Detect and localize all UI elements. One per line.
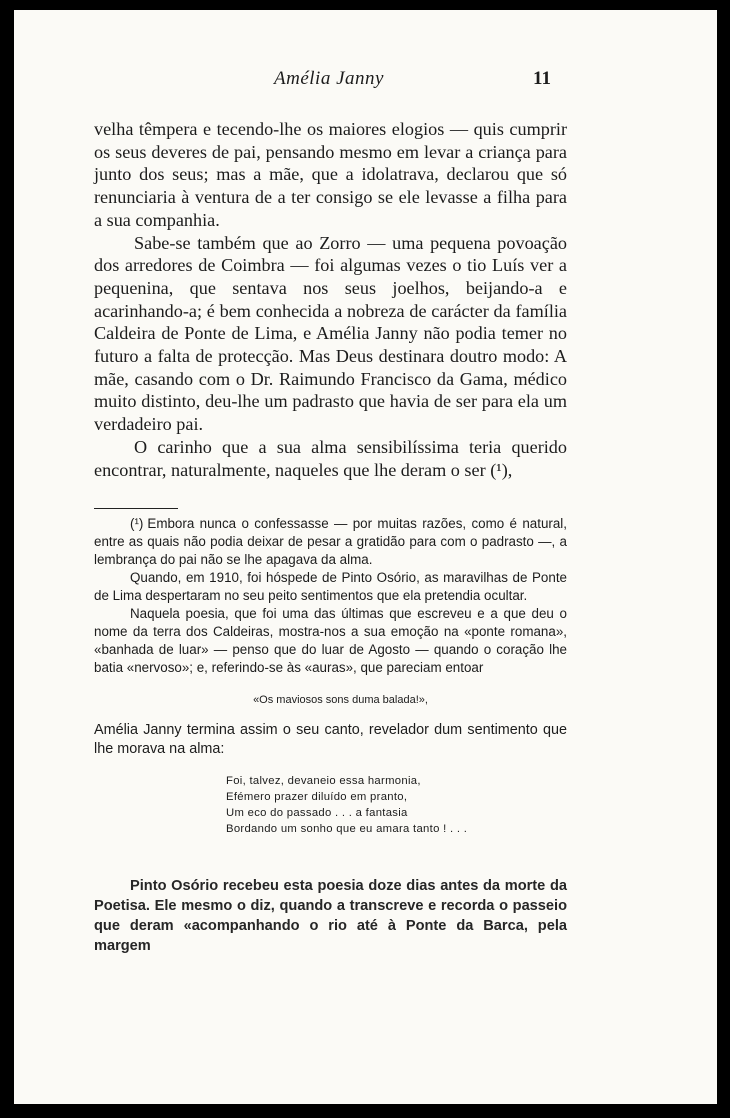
footnote-paragraph: Naquela poesia, que foi uma das últimas que escreveu e a que deu o nome da terra dos Caldeiras, mostra-nos a sua emoção na «ponte romana», «banhada de luar» — penso que do luar de Agosto — quando o coração lhe batia «nervoso»; e, referindo-se às «auras», que pareciam entoar [94,606,567,675]
footnotes [94,515,567,837]
verse-line: Bordando um sonho que eu amara tanto ! . . . [226,823,468,835]
main-text [94,118,567,481]
paragraph: O carinho que a sua alma sensibilíssima teria querido encontrar, naturalmente, naqueles que lhe deram o ser (¹), [94,436,567,480]
verse-line: Um eco do passado . . . a fantasia [226,807,408,819]
verse-line: Efémero prazer diluído em pranto, [226,791,408,803]
footnote-marker: (¹) [130,516,144,531]
book-page [14,10,717,1104]
footnote-1-text: Embora nunca o confessasse — por muitas razões, como é natural, entre as quais não podia deixar de pesar a gratidão para com o padrasto —, a lembrança do pai não se lhe apagava da alma. [94,516,567,567]
footnote-1 [94,515,567,569]
closing-paragraph: Pinto Osório recebeu esta poesia doze dias antes da morte da Poetisa. Ele mesmo o diz, quando a transcreve e recorda o passeio que deram «acompanhando o rio até à Ponte da Barca, pela margem [94,878,567,954]
footnote-paragraph: Quando, em 1910, foi hóspede de Pinto Osório, as maravilhas de Ponte de Lima despertaram no seu peito sentimentos que ela pretendia ocultar. [94,570,567,603]
page-number: 11 [533,68,551,89]
verse-line: Foi, talvez, devaneio essa harmonia, [226,775,421,787]
quoted-line: «Os maviosos sons duma balada!», [253,694,428,706]
paragraph: Sabe-se também que ao Zorro — uma pequena povoação dos arredores de Coimbra — foi algumas vezes o tio Luís ver a pequenina, que sentava nos seus joelhos, beijando-a e acarinhando-a; é bem conhecida a nobreza de carácter da família Caldeira de Ponte de Lima, e Amélia Janny não podia temer no futuro a falta de protecção. Mas Deus destinara doutro modo: A mãe, casando com o Dr. Raimundo Francisco da Gama, médico muito distinto, deu-lhe um padrasto que havia de ser para ela um verdadeiro pai. [94,232,567,435]
footnote-divider [94,508,178,509]
verse-stanza [226,773,567,837]
running-title: Amélia Janny [274,68,384,89]
running-header [14,68,717,96]
closing-paragraph-block [94,876,567,956]
paragraph-continued: velha têmpera e tecendo-lhe os maiores elogios — quis cumprir os seus deveres de pai, pensando mesmo em levar a criança para junto dos seus; mas a mãe, que a idolatrava, declarou que só renunciaria à ventura de a ter consigo se ele levasse a filha para a sua companhia. [94,119,567,230]
footnote-paragraph: Amélia Janny termina assim o seu canto, revelador dum sentimento que lhe morava na alma: [94,722,567,757]
